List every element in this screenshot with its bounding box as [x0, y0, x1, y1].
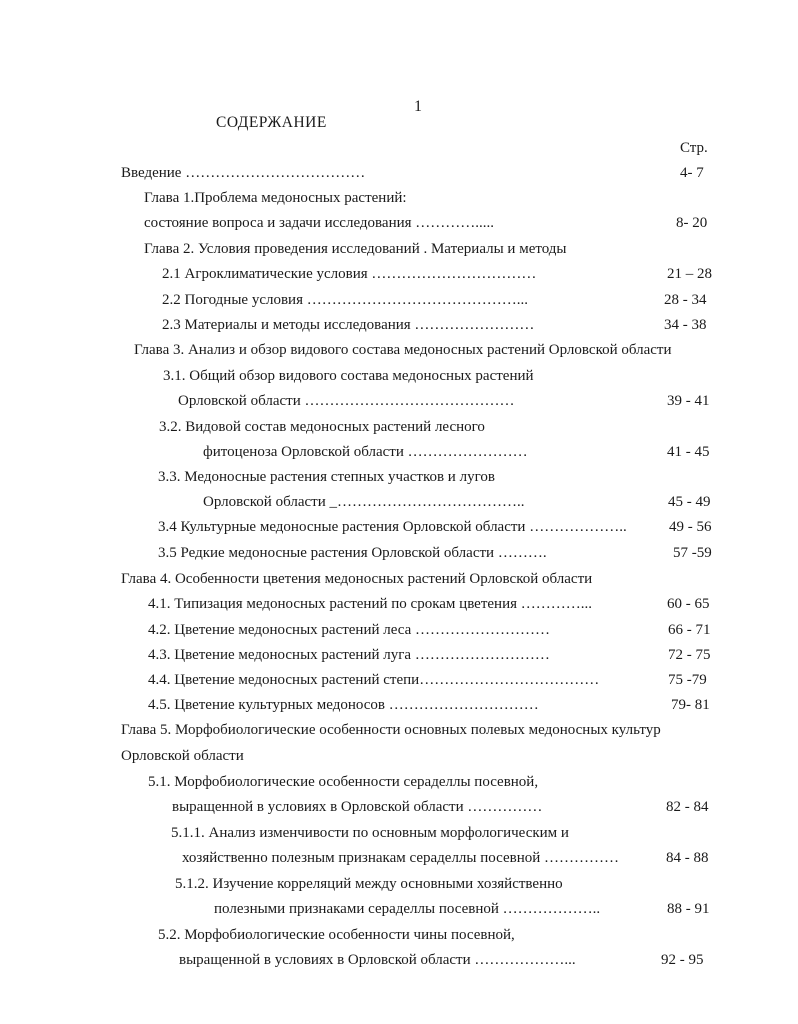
toc-entry: Глава 4. Особенности цветения медоносных растений Орловской области: [121, 571, 593, 587]
toc-page-range: 21 – 28: [667, 266, 712, 282]
toc-page-range: 84 - 88: [666, 850, 709, 866]
toc-page-range: 66 - 71: [668, 622, 711, 638]
toc-page-range: 60 - 65: [667, 596, 710, 612]
toc-entry: Орловской области ……………………………………: [178, 393, 515, 409]
toc-page-range: 82 - 84: [666, 799, 709, 815]
toc-entry: хозяйственно полезным признакам сераделлы посевной ……………: [182, 850, 620, 866]
toc-entry: Глава 1.Проблема медоносных растений:: [144, 190, 407, 206]
toc-entry: 5.1. Морфобиологические особенности сераделлы посевной,: [148, 774, 539, 790]
toc-page-range: 39 - 41: [667, 393, 710, 409]
toc-entry: 2.2 Погодные условия ……………………………………...: [162, 292, 528, 308]
toc-entry: Глава 5. Морфобиологические особенности основных полевых медоносных культур: [121, 722, 661, 738]
toc-entry: состояние вопроса и задачи исследования ………….....: [144, 215, 495, 231]
toc-title: СОДЕРЖАНИЕ: [216, 114, 327, 131]
toc-page-range: 49 - 56: [669, 519, 712, 535]
toc-entry: 5.1.1. Анализ изменчивости по основным морфологическим и: [171, 825, 569, 841]
page-column-label: Стр.: [680, 140, 708, 156]
page-number: 1: [414, 98, 422, 115]
toc-entry: полезными признаками сераделлы посевной ………………..: [214, 901, 601, 917]
toc-entry: 5.1.2. Изучение корреляций между основными хозяйственно: [175, 876, 563, 892]
toc-entry: 3.1. Общий обзор видового состава медоносных растений: [163, 368, 534, 384]
toc-entry: Введение ………………………………: [121, 165, 366, 181]
toc-entry: 2.1 Агроклиматические условия ……………………………: [162, 266, 537, 282]
toc-entry: 5.2. Морфобиологические особенности чины посевной,: [158, 927, 515, 943]
toc-entry: 4.3. Цветение медоносных растений луга ………………………: [148, 647, 550, 663]
toc-page-range: 45 - 49: [668, 494, 711, 510]
toc-page-range: 4- 7: [680, 165, 704, 181]
toc-entry: Орловской области: [121, 748, 244, 764]
toc-entry: Глава 2. Условия проведения исследований . Материалы и методы: [144, 241, 567, 257]
toc-page-range: 75 -79: [668, 672, 707, 688]
toc-page-range: 79- 81: [671, 697, 710, 713]
toc-page-range: 92 - 95: [661, 952, 704, 968]
toc-entry: Глава 3. Анализ и обзор видового состава медоносных растений Орловской области: [134, 342, 672, 358]
toc-page-range: 88 - 91: [667, 901, 710, 917]
toc-page-range: 57 -59: [673, 545, 712, 561]
toc-entry: фитоценоза Орловской области ……………………: [203, 444, 528, 460]
toc-entry: Орловской области _………………………………..: [203, 494, 525, 510]
toc-entry: 2.3 Материалы и методы исследования ……………………: [162, 317, 535, 333]
toc-entry: выращенной в условиях в Орловской области ……………: [172, 799, 543, 815]
toc-page-range: 41 - 45: [667, 444, 710, 460]
toc-page-range: 72 - 75: [668, 647, 711, 663]
toc-page-range: 8- 20: [676, 215, 708, 231]
toc-entry: 3.4 Культурные медоносные растения Орловской области ………………..: [158, 519, 627, 535]
toc-entry: выращенной в условиях в Орловской области ………………...: [179, 952, 576, 968]
toc-entry: 3.5 Редкие медоносные растения Орловской области ……….: [158, 545, 547, 561]
toc-entry: 4.1. Типизация медоносных растений по срокам цветения …………...: [148, 596, 593, 612]
toc-entry: 4.5. Цветение культурных медоносов …………………………: [148, 697, 539, 713]
toc-entry: 3.2. Видовой состав медоносных растений лесного: [159, 419, 485, 435]
toc-entry: 3.3. Медоносные растения степных участков и лугов: [158, 469, 495, 485]
toc-page-range: 28 - 34: [664, 292, 707, 308]
toc-page-range: 34 - 38: [664, 317, 707, 333]
toc-entry: 4.2. Цветение медоносных растений леса ………………………: [148, 622, 551, 638]
toc-entry: 4.4. Цветение медоносных растений степи………………………………: [148, 672, 600, 688]
